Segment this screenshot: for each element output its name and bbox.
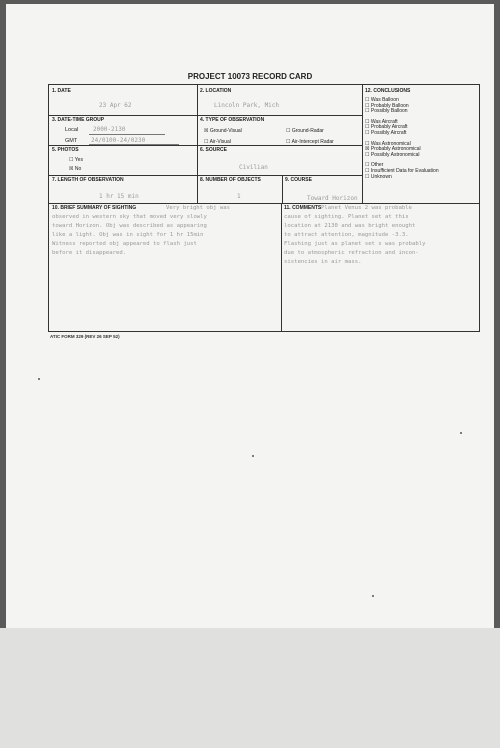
background-strip [0, 628, 500, 748]
objects-value: 1 [237, 193, 241, 200]
conclusion-option: ☐ Insufficient Data for Evaluation [365, 167, 439, 174]
summary-line: before it disappeared. [52, 250, 127, 256]
date-label: 1. DATE [52, 88, 71, 94]
checkbox-icon: ☐ [365, 151, 370, 158]
gmt-label: GMT [65, 138, 78, 144]
obs-option-ground-radar: ☐ Ground-Radar [286, 128, 324, 134]
checkbox-icon: ☐ [204, 139, 209, 145]
underline [89, 134, 165, 135]
comments-line: due to atmospheric refraction and incon- [284, 250, 419, 256]
comments-line: cause of sighting. Planet set at this [284, 214, 409, 220]
comments-line: Planet Venus 2 was probable [321, 205, 412, 211]
checkbox-icon: ☐ [286, 139, 291, 145]
comments-line: location at 2130 and was bright enought [284, 223, 416, 229]
date-value: 23 Apr 62 [99, 102, 132, 109]
conclusion-option: ☐ Possibly Astronomical [365, 151, 420, 158]
dtg-label: 3. DATE-TIME GROUP [52, 117, 105, 123]
comments-line: sistencies in air mass. [284, 259, 362, 265]
summary-label: 10. BRIEF SUMMARY OF SIGHTING [52, 205, 137, 211]
course-label: 9. COURSE [285, 177, 312, 183]
length-value: 1 hr 15 min [99, 193, 139, 200]
obs-option-ground-visual: ☒ Ground-Visual [204, 128, 242, 134]
checkbox-icon: ☐ [365, 140, 370, 147]
local-value: 2000-2130 [93, 126, 126, 133]
location-label: 2. LOCATION [200, 88, 232, 94]
checked-box-icon: ☒ [365, 146, 370, 153]
conclusion-option: ☐ Possibly Balloon [365, 108, 408, 115]
objects-label: 8. NUMBER OF OBJECTS [200, 177, 261, 183]
length-label: 7. LENGTH OF OBSERVATION [52, 177, 124, 183]
conclusion-option: ☐ Was Astronomical [365, 140, 411, 147]
card-title: PROJECT 10073 RECORD CARD [187, 72, 313, 81]
divider [49, 175, 362, 176]
comments-label: 11. COMMENTS [284, 205, 322, 211]
dust-speck [252, 455, 254, 457]
conclusion-option: ☐ Was Aircraft [365, 118, 398, 125]
photos-option-yes: ☐ Yes [69, 157, 83, 163]
gmt-value: 24/0100-24/0230 [91, 137, 146, 144]
location-value: Lincoln Park, Mich [214, 102, 280, 109]
conclusion-option: ☐ Possibly Aircraft [365, 129, 407, 136]
source-value: Civilian [239, 164, 268, 171]
checkbox-icon: ☐ [365, 162, 370, 169]
checked-box-icon: ☒ [204, 128, 209, 134]
checkbox-icon: ☐ [365, 108, 370, 115]
conclusion-option: ☐ Other [365, 162, 384, 169]
checkbox-icon: ☐ [365, 97, 370, 103]
comments-line: Flashing just as planet set s was probably [284, 241, 426, 247]
obs-option-air-intercept-radar: ☐ Air-Intercept Radar [286, 139, 334, 145]
summary-line: Witness reported obj appeared to flash just [52, 241, 197, 247]
dust-speck [372, 595, 374, 597]
observation-type-label: 4. TYPE OF OBSERVATION [200, 117, 265, 123]
divider [282, 175, 283, 203]
summary-line: like a light. Obj was in sight for 1 hr 15min [52, 232, 204, 238]
summary-line: Very bright obj was [166, 205, 230, 211]
conclusion-option: ☒ Probably Astronomical [365, 146, 421, 153]
source-label: 6. SOURCE [200, 147, 227, 153]
record-card [48, 84, 480, 332]
divider [197, 85, 198, 203]
checkbox-icon: ☐ [365, 167, 370, 174]
checkbox-icon: ☐ [69, 157, 74, 163]
divider [49, 145, 362, 146]
underline [89, 144, 179, 145]
local-label: Local [65, 127, 79, 133]
checkbox-icon: ☐ [365, 118, 370, 125]
divider [362, 85, 363, 203]
checkbox-icon: ☐ [365, 102, 370, 109]
form-id: ATIC FORM 329 (REV 26 SEP 52) [50, 334, 120, 339]
checked-box-icon: ☒ [69, 166, 74, 172]
divider [49, 115, 362, 116]
conclusion-option: ☐ Unknown [365, 173, 392, 180]
checkbox-icon: ☐ [365, 129, 370, 136]
photos-label: 5. PHOTOS [52, 147, 79, 153]
dust-speck [460, 432, 462, 434]
conclusions-list [365, 98, 439, 180]
obs-option-air-visual: ☐ Air-Visual [204, 139, 231, 145]
checkbox-icon: ☐ [365, 173, 370, 180]
summary-line: toward Horizon. Obj was described as appearing [52, 223, 207, 229]
divider [281, 203, 282, 332]
conclusion-option: ☐ Probably Balloon [365, 102, 409, 109]
summary-line: observed in western sky that moved very slowly [52, 214, 207, 220]
dust-speck [38, 378, 40, 380]
divider [49, 203, 480, 204]
conclusion-option: ☐ Was Balloon [365, 97, 399, 103]
photos-option-no: ☒ No [69, 166, 82, 172]
checkbox-icon: ☐ [286, 128, 291, 134]
course-value: Toward Horizon [307, 195, 358, 202]
conclusions-label: 12. CONCLUSIONS [365, 88, 411, 94]
comments-line: to attract attention, magnitude -3.3. [284, 232, 409, 238]
conclusion-option: ☐ Probably Aircraft [365, 124, 408, 131]
checkbox-icon: ☐ [365, 124, 370, 131]
